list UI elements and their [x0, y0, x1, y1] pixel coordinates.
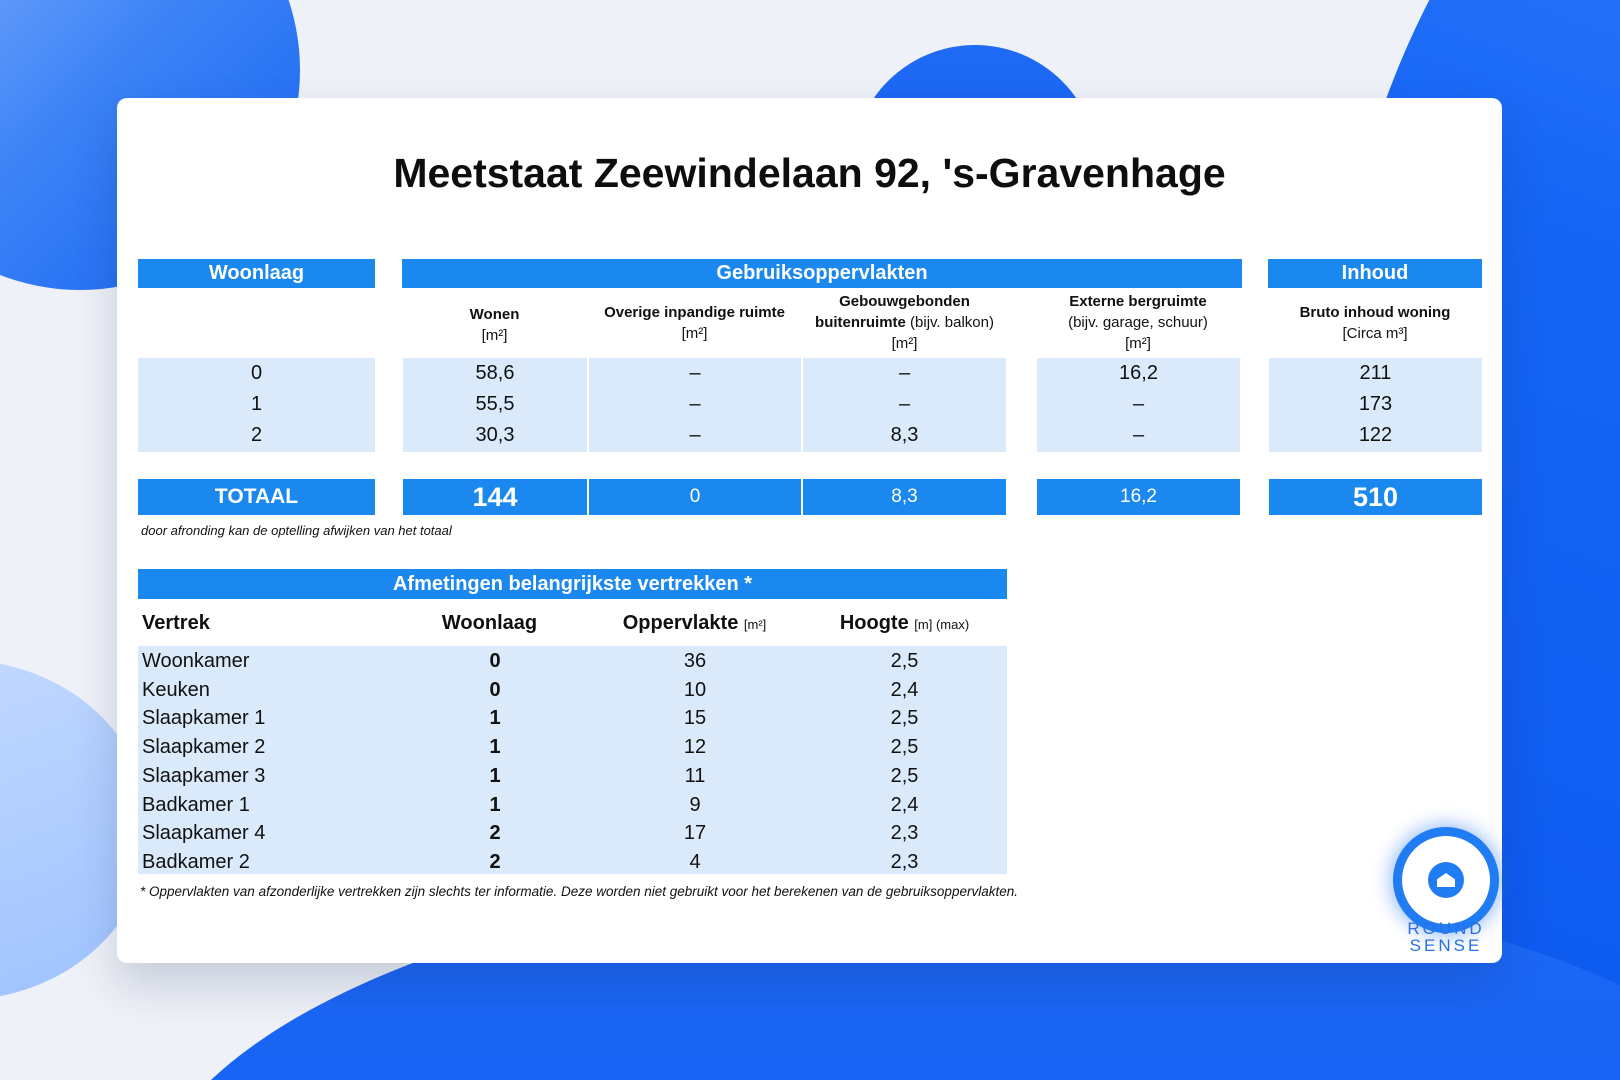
room-name: Badkamer 1 — [142, 793, 250, 816]
total-label: TOTAAL — [138, 479, 375, 515]
row-wonen: 55,5 — [475, 393, 515, 415]
rooms-col-vertrek: Vertrek — [142, 612, 210, 634]
room-area: 9 — [689, 793, 701, 816]
list-item — [117, 736, 1502, 765]
woonlaag-header: Woonlaag — [138, 259, 375, 288]
row-bruto: 211 — [1359, 362, 1392, 384]
house-icon — [1428, 862, 1464, 898]
room-height: 2,5 — [890, 707, 919, 730]
row-bruto: 173 — [1358, 393, 1393, 415]
page-title: Meetstaat Zeewindelaan 92, 's-Gravenhage — [393, 150, 1226, 196]
room-level: 0 — [489, 650, 501, 672]
list-item — [117, 650, 1502, 679]
table-row — [117, 424, 1502, 455]
row-extern: – — [1132, 393, 1145, 415]
room-name: Badkamer 2 — [142, 850, 250, 873]
room-height: 2,4 — [890, 678, 919, 701]
col-head-overige: Overige inpandige ruimte [m²] — [604, 304, 785, 342]
room-level: 0 — [489, 678, 501, 701]
row-wonen: 58,6 — [475, 362, 515, 384]
row-overige: – — [689, 424, 701, 446]
room-name: Slaapkamer 2 — [142, 736, 266, 759]
room-height: 2,5 — [890, 650, 919, 672]
logo-text-sense: SENSE — [1409, 936, 1483, 955]
room-area: 12 — [683, 736, 707, 759]
rounding-note: door afronding kan de optelling afwijken van het totaal — [141, 523, 452, 538]
list-item — [117, 794, 1502, 823]
row-bruto: 122 — [1358, 424, 1393, 446]
room-level: 1 — [489, 707, 501, 730]
row-gebouwgebonden: – — [898, 393, 911, 415]
room-area: 11 — [684, 764, 706, 787]
table-row — [117, 393, 1502, 424]
row-overige: – — [689, 393, 701, 415]
room-name: Keuken — [142, 678, 210, 701]
room-height: 2,5 — [890, 736, 919, 759]
row-extern: 16,2 — [1119, 362, 1158, 384]
row-wonen: 30,3 — [475, 424, 515, 446]
rooms-col-oppervlakte: Oppervlakte [m²] — [622, 612, 767, 634]
list-item — [117, 765, 1502, 794]
room-name: Slaapkamer 4 — [142, 822, 266, 845]
inhoud-header: Inhoud — [1268, 259, 1482, 288]
total-gebouwgebonden: 8,3 — [803, 479, 1006, 515]
room-area: 17 — [683, 822, 707, 845]
room-height: 2,5 — [890, 764, 919, 787]
room-level: 1 — [489, 793, 501, 816]
room-name: Slaapkamer 1 — [142, 707, 266, 730]
col-head-gebouwgebonden: Gebouwgebonden buitenruimte (bijv. balkon) [m²] — [815, 293, 994, 352]
list-item — [117, 851, 1502, 880]
total-wonen: 144 — [403, 479, 587, 515]
rooms-col-hoogte: Hoogte [m] (max) — [839, 612, 970, 634]
room-level: 1 — [489, 736, 501, 759]
total-bruto: 510 — [1269, 479, 1482, 515]
total-overige: 0 — [589, 479, 801, 515]
row-gebouwgebonden: 8,3 — [890, 424, 919, 446]
measurement-card — [117, 98, 1502, 963]
room-area: 10 — [683, 678, 707, 701]
room-level: 2 — [489, 822, 501, 845]
rooms-header: Afmetingen belangrijkste vertrekken * — [138, 569, 1007, 599]
room-height: 2,3 — [890, 822, 919, 845]
list-item — [117, 822, 1502, 851]
room-name: Woonkamer — [142, 650, 250, 672]
row-overige: – — [689, 362, 701, 384]
rooms-footnote: * Oppervlakten van afzonderlijke vertrekken zijn slechts ter informatie. Deze worden niet gebruikt voor het berekenen van de gebruiksoppervlakten. — [140, 884, 1018, 899]
room-height: 2,4 — [890, 793, 919, 816]
gebruiksoppervlakten-header: Gebruiksoppervlakten — [402, 259, 1242, 288]
room-area: 15 — [683, 707, 707, 730]
row-gebouwgebonden: – — [898, 362, 911, 384]
room-height: 2,3 — [890, 850, 919, 873]
rooms-col-woonlaag: Woonlaag — [441, 612, 538, 634]
logo-text-round: ROUND — [1407, 919, 1485, 938]
room-area: 4 — [689, 850, 701, 873]
room-area: 36 — [683, 650, 707, 672]
list-item — [117, 679, 1502, 708]
room-level: 2 — [489, 850, 501, 873]
row-level: 1 — [250, 393, 263, 415]
round-sense-logo — [1402, 836, 1490, 924]
row-level: 0 — [250, 362, 263, 384]
col-head-extern: Externe bergruimte (bijv. garage, schuur) [m²] — [1068, 293, 1208, 352]
row-extern: – — [1132, 424, 1145, 446]
room-level: 1 — [489, 764, 501, 787]
row-level: 2 — [250, 424, 263, 446]
col-head-bruto: Bruto inhoud woning [Circa m³] — [1299, 304, 1451, 342]
table-row — [117, 362, 1502, 393]
total-extern: 16,2 — [1037, 479, 1240, 515]
list-item — [117, 707, 1502, 736]
col-head-wonen: Wonen [m²] — [469, 306, 520, 344]
room-name: Slaapkamer 3 — [142, 764, 266, 787]
